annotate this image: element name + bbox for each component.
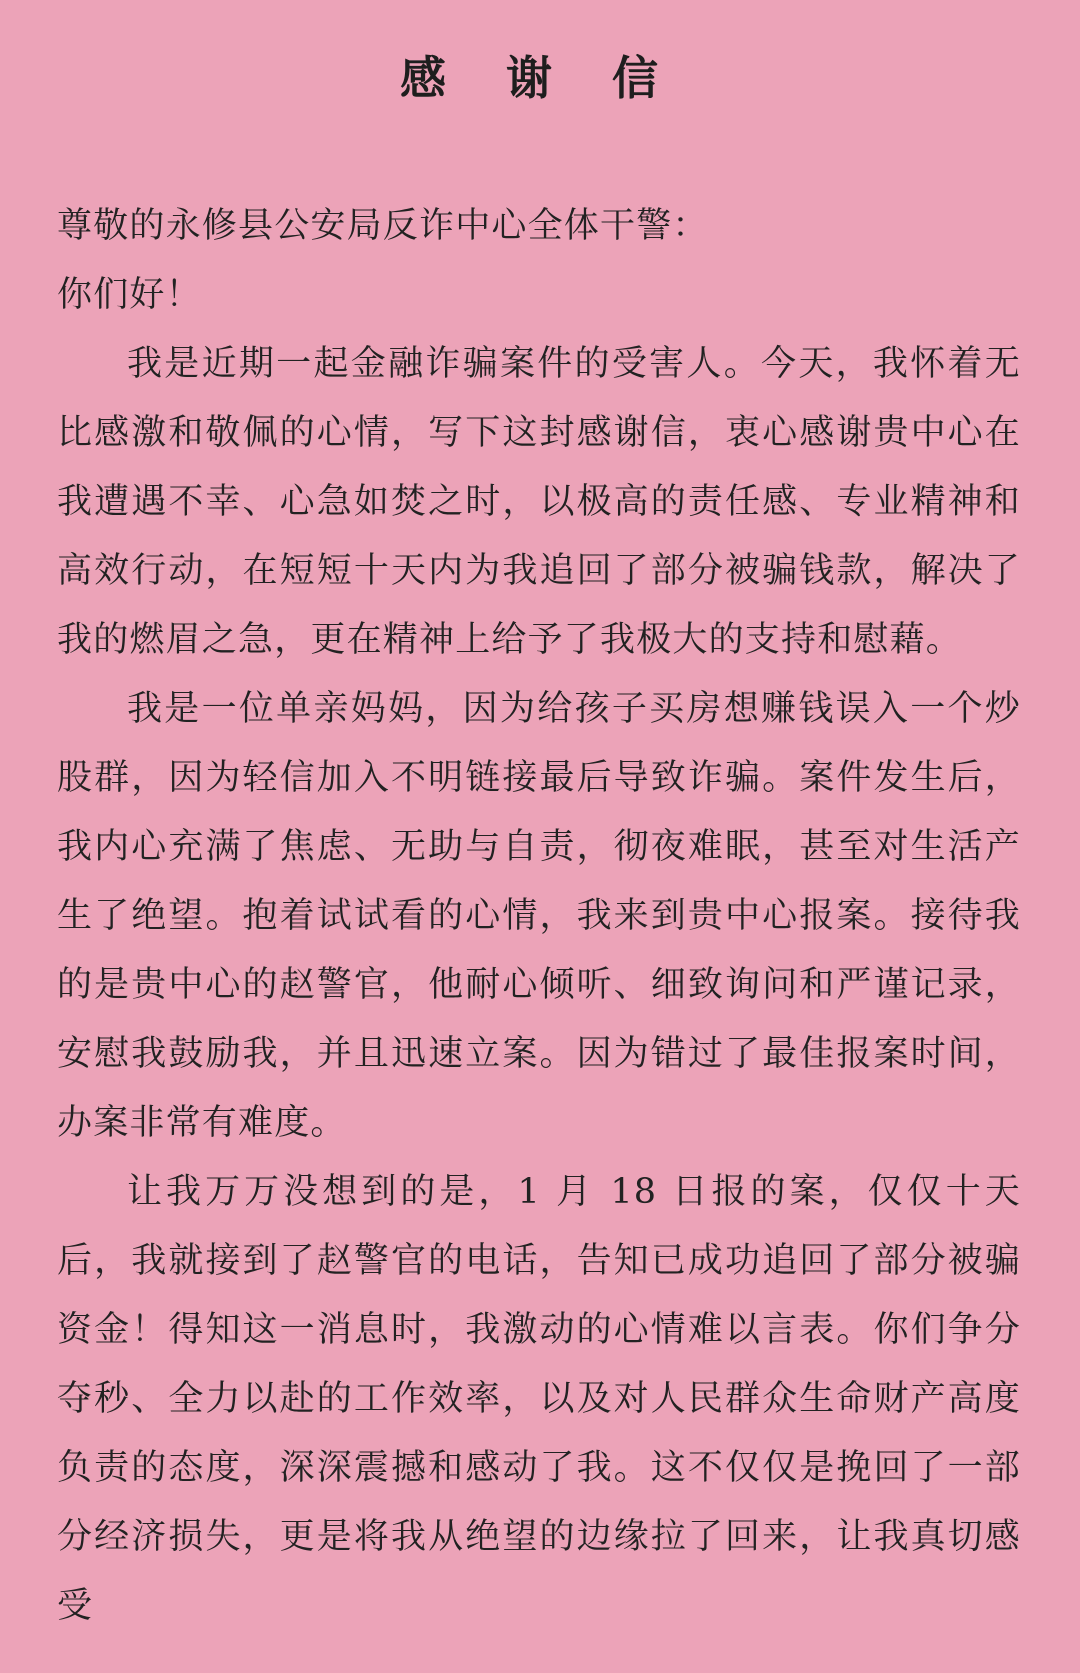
greeting: 你们好！ — [57, 275, 202, 315]
letter-title: 感 谢 信 — [399, 51, 681, 105]
salutation: 尊敬的永修县公安局反诈中心全体干警： — [57, 206, 709, 246]
paragraph-1: 我是近期一起金融诈骗案件的受害人。今天，我怀着无比感激和敬佩的心情，写下这封感谢信，衷心感谢贵中心在我遭遇不幸、心急如焚之时，以极高的责任感、专业精神和高效行动，在短短十天内为我追回了部分被骗钱款，解决了我的燃眉之急，更在精神上给予了我极大的支持和慰藉。 — [57, 344, 1021, 660]
paragraph-3: 让我万万没想到的是，1 月 18 日报的案，仅仅十天后，我就接到了赵警官的电话，告知已成功追回了部分被骗资金！得知这一消息时，我激动的心情难以言表。你们争分夺秒、全力以赴的工作效率，以及对人民群众生命财产高度负责的态度，深深震撼和感动了我。这不仅仅是挽回了一部分经济损失，更是将我从绝望的边缘拉了回来，让我真切感受 — [57, 1172, 1021, 1626]
letter-body — [57, 192, 1021, 1641]
paragraph-2: 我是一位单亲妈妈，因为给孩子买房想赚钱误入一个炒股群，因为轻信加入不明链接最后导致诈骗。案件发生后，我内心充满了焦虑、无助与自责，彻夜难眠，甚至对生活产生了绝望。抱着试试看的心情，我来到贵中心报案。接待我的是贵中心的赵警官，他耐心倾听、细致询问和严谨记录，安慰我鼓励我，并且迅速立案。因为错过了最佳报案时间，办案非常有难度。 — [57, 689, 1021, 1143]
